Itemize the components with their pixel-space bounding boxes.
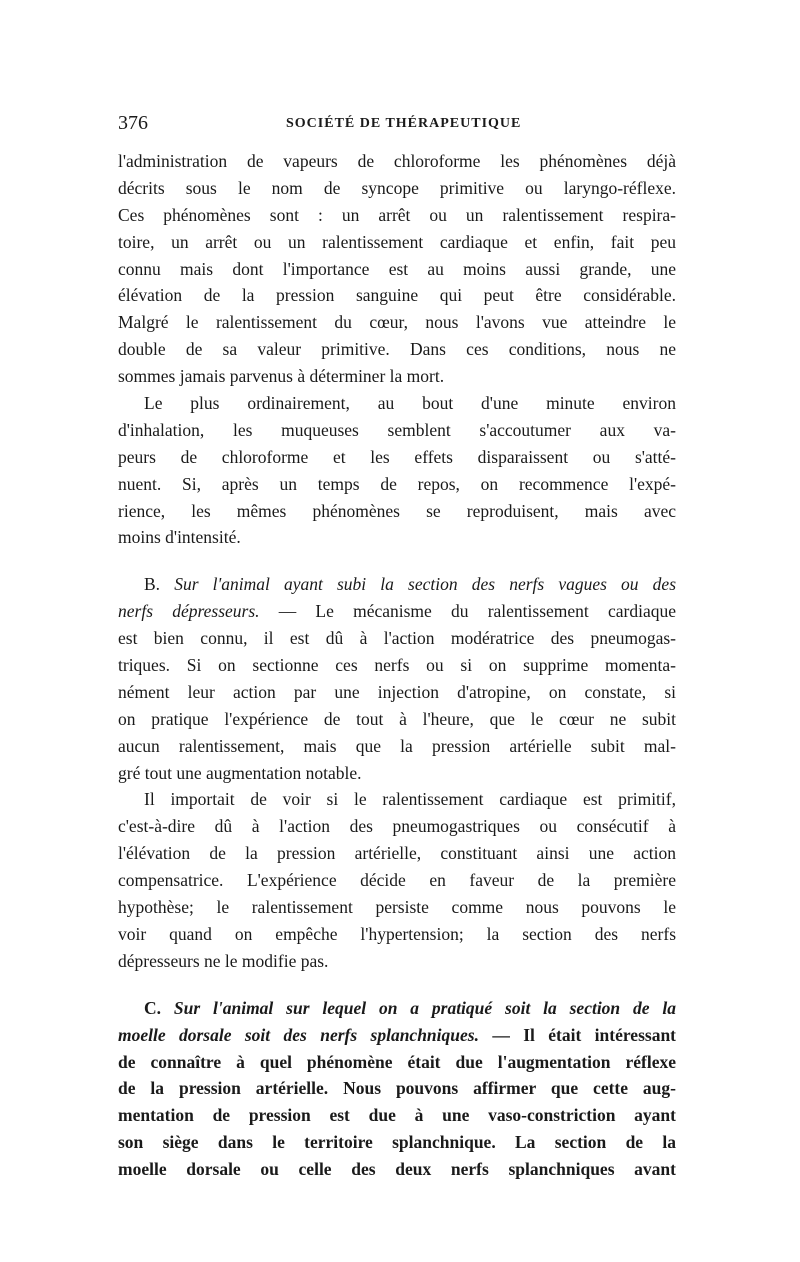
text-line: peurs de chloroforme et les effets disparaissent ou s'atté- xyxy=(118,446,676,467)
page-header xyxy=(118,112,678,142)
section-heading-line xyxy=(118,598,676,625)
section-gap xyxy=(118,551,676,571)
text-line: de connaître à quel phénomène était due l'augmentation réflexe xyxy=(118,1051,676,1072)
section-letter: C. xyxy=(144,997,162,1018)
text-line: élévation de la pression sanguine qui peut être considérable. xyxy=(118,285,676,306)
section-heading-line xyxy=(118,1022,676,1049)
text-line: aucun ralentissement, mais que la pression artérielle subit mal- xyxy=(118,735,676,756)
section-heading-rest: — Il était intéressant xyxy=(492,1024,676,1045)
section-c xyxy=(118,995,676,1183)
section-heading-line xyxy=(118,995,676,1022)
text-line: d'inhalation, les muqueuses semblent s'accoutumer aux va- xyxy=(118,419,676,440)
text-line: mentation de pression est due à une vaso-constriction ayant xyxy=(118,1105,676,1126)
section-heading-italic: nerfs dépresseurs. xyxy=(118,601,260,622)
section-b xyxy=(118,571,676,786)
section-heading-italic: Sur l'animal ayant subi la section des nerfs vagues ou des xyxy=(174,574,677,595)
paragraph-2 xyxy=(118,390,676,551)
text-line: double de sa valeur primitive. Dans ces conditions, nous ne xyxy=(118,339,676,360)
text-line: toire, un arrêt ou un ralentissement cardiaque et enfin, fait peu xyxy=(118,231,676,252)
text-line: hypothèse; le ralentissement persiste comme nous pouvons le xyxy=(118,897,676,918)
section-heading-rest: — Le mécanisme du ralentissement cardiaque xyxy=(278,601,676,622)
section-heading-italic: moelle dorsale soit des nerfs splanchniques. xyxy=(118,1024,479,1045)
text-line: sommes jamais parvenus à déterminer la mort. xyxy=(118,366,445,387)
body-text xyxy=(118,148,676,1183)
section-heading-italic: Sur l'animal sur lequel on a pratiqué soit la section de la xyxy=(173,997,677,1018)
paragraph-4 xyxy=(118,786,676,974)
paragraph-1 xyxy=(118,148,676,390)
text-line: Malgré le ralentissement du cœur, nous l'avons vue atteindre le xyxy=(118,312,676,333)
running-title: SOCIÉTÉ DE THÉRAPEUTIQUE xyxy=(286,116,522,131)
text-line: est bien connu, il est dû à l'action modératrice des pneumogas- xyxy=(118,628,676,649)
text-line: voir quand on empêche l'hypertension; la section des nerfs xyxy=(118,923,676,944)
text-line: rience, les mêmes phénomènes se reproduisent, mais avec xyxy=(118,500,676,521)
text-line: on pratique l'expérience de tout à l'heure, que le cœur ne subit xyxy=(118,708,676,729)
text-line: de la pression artérielle. Nous pouvons affirmer que cette aug- xyxy=(118,1078,676,1099)
text-line: son siège dans le territoire splanchnique. La section de la xyxy=(118,1132,676,1153)
section-letter: B. xyxy=(144,574,161,595)
text-line: connu mais dont l'importance est au moins aussi grande, une xyxy=(118,258,676,279)
text-line: décrits sous le nom de syncope primitive ou laryngo-réflexe. xyxy=(118,177,676,198)
text-line: Ces phénomènes sont : un arrêt ou un ralentissement respira- xyxy=(118,204,676,225)
text-line: gré tout une augmentation notable. xyxy=(118,762,362,783)
text-line: moins d'intensité. xyxy=(118,527,241,548)
section-heading-line xyxy=(118,571,676,598)
text-line: l'élévation de la pression artérielle, constituant ainsi une action xyxy=(118,843,676,864)
text-line: moelle dorsale ou celle des deux nerfs splanchniques avant xyxy=(118,1159,676,1180)
text-line: Le plus ordinairement, au bout d'une minute environ xyxy=(144,393,676,414)
text-line: c'est-à-dire dû à l'action des pneumogastriques ou consécutif à xyxy=(118,816,676,837)
text-line: compensatrice. L'expérience décide en faveur de la première xyxy=(118,870,676,891)
text-line: triques. Si on sectionne ces nerfs ou si on supprime momenta- xyxy=(118,655,676,676)
text-line: nuent. Si, après un temps de repos, on recommence l'expé- xyxy=(118,473,676,494)
text-line: Il importait de voir si le ralentissement cardiaque est primitif, xyxy=(144,789,676,810)
text-line: l'administration de vapeurs de chloroforme les phénomènes déjà xyxy=(118,151,676,171)
text-line: nément leur action par une injection d'atropine, on constate, si xyxy=(118,681,676,702)
text-line: dépresseurs ne le modifie pas. xyxy=(118,950,329,971)
section-gap xyxy=(118,975,676,995)
page-number: 376 xyxy=(118,112,148,134)
